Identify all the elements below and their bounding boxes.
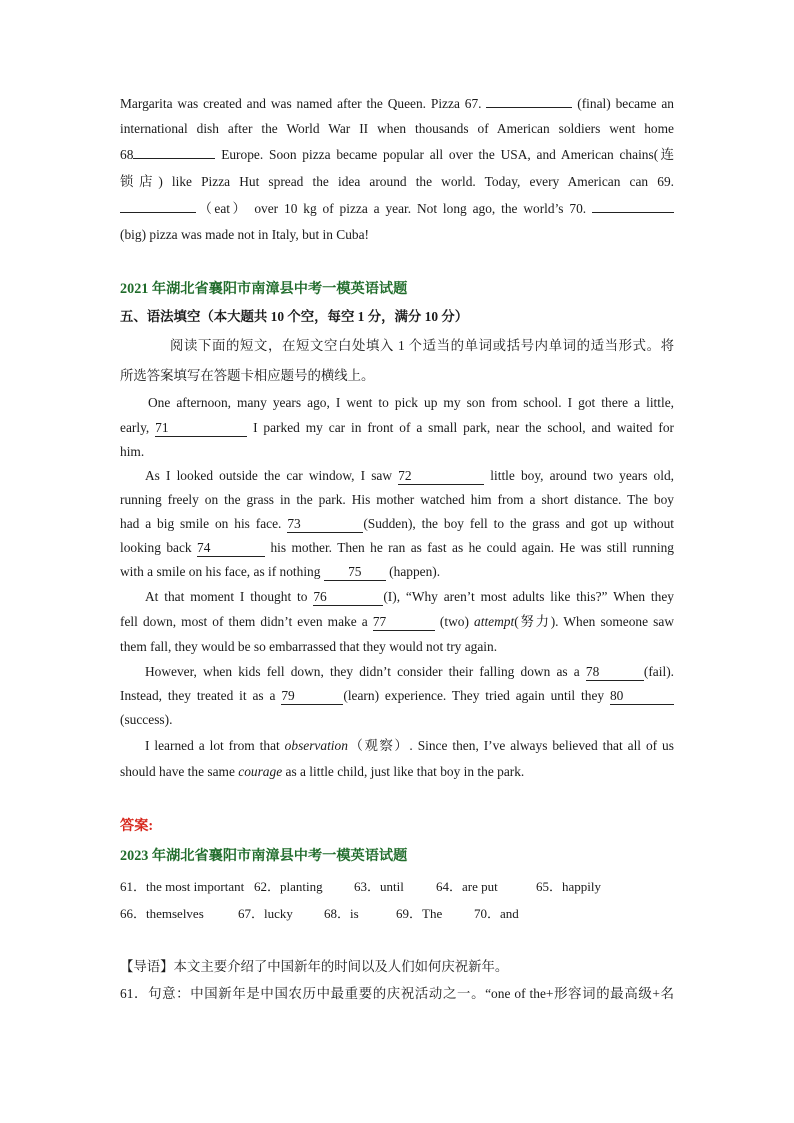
passage-line-3: 68 Europe. Soon pizza became popular all over the USA, and American chains(连 [120, 147, 674, 162]
section-heading: 五、语法填空（本大题共 10 个空，每空 1 分，满分 10 分） [120, 309, 469, 324]
answer-row-1 [120, 877, 601, 897]
blank-74: 74 [197, 539, 265, 557]
blank-69 [120, 212, 196, 213]
blank-71: 71 [155, 419, 247, 437]
blank-78: 78 [586, 663, 644, 681]
answer-label: 答案: [120, 818, 154, 834]
blank-73: 73 [287, 515, 363, 533]
answer-63: 63．until [354, 879, 404, 894]
answer-69: 69．The [396, 906, 443, 921]
p1-line-1: One afternoon, many years ago, I went to pick up my son from school. I got there a little, [148, 395, 674, 410]
passage-line-1: Margarita was created and was named after the Queen. Pizza 67. (final) became an [120, 96, 674, 111]
blank-72: 72 [398, 467, 484, 485]
blank-77: 77 [373, 613, 435, 631]
p2-line-4: looking back 74 his mother. Then he ran as fast as he could again. He was still running [120, 540, 674, 555]
blank-67 [486, 107, 572, 108]
p1-line-3: him. [120, 444, 145, 459]
answer-70: 70．and [474, 906, 519, 921]
p4-line-2: Instead, they treated it as a 79 (learn) experience. They tried again until they 80 [120, 686, 674, 706]
p3-line-3: them fall, they would be so embarrassed that they would not try again. [120, 639, 498, 654]
blank-76: 76 [313, 588, 383, 606]
passage-line-2: international dish after the World War II when thousands of American soldiers went home [120, 121, 674, 136]
answer-64: 64．are put [436, 879, 498, 894]
p2-line-2: running freely on the grass in the park. His mother watched him from a short distance. The boy [120, 492, 674, 507]
answer-68: 68．is [324, 906, 359, 921]
passage-line-4: 锁店) like Pizza Hut spread the idea around the world. Today, every American can 69. [120, 174, 674, 189]
p3-line-2: fell down, most of them didn’t even make a 77 (two) attempt(努力). When someone saw [120, 614, 674, 629]
answer-65: 65．happily [536, 879, 601, 894]
blank-75: 75 [324, 563, 386, 581]
guide-text: 【导语】本文主要介绍了中国新年的时间以及人们如何庆祝新年。 [120, 959, 509, 974]
instructions-line-1: 阅读下面的短文，在短文空白处填入 1 个适当的单词或括号内单词的适当形式。将 [170, 338, 674, 353]
answer-section-title: 2023 年湖北省襄阳市南漳县中考一模英语试题 [120, 848, 408, 864]
passage-line-5: （eat） over 10 kg of pizza a year. Not long ago, the world’s 70. [120, 199, 674, 219]
blank-80: 80 [610, 687, 674, 705]
instructions-line-2: 所选答案填写在答题卡相应题号的横线上。 [120, 368, 375, 383]
p2-line-3: had a big smile on his face. 73 (Sudden), the boy fell to the grass and got up without [120, 516, 674, 531]
answer-61: 61．the most important [120, 879, 245, 894]
p2-line-1: As I looked outside the car window, I saw 72 little boy, around two years old, [145, 468, 674, 483]
note-61: 61．句意：中国新年是中国农历中最重要的庆祝活动之一。“one of the+形容词的最高级+名 [120, 986, 674, 1001]
p3-line-1: At that moment I thought to 76 (I), “Why aren’t most adults like this?” When they [145, 589, 674, 604]
p2-line-5: with a smile on his face, as if nothing 75 (happen). [120, 564, 441, 579]
answer-row-2 [120, 904, 519, 924]
answer-62: 62．planting [254, 879, 323, 894]
answer-67: 67．lucky [238, 906, 293, 921]
blank-79: 79 [281, 687, 343, 705]
blank-68 [133, 158, 215, 159]
answer-66: 66．themselves [120, 906, 204, 921]
p5-line-1: I learned a lot from that observation（观察）. Since then, I’ve always believed that all of us [145, 738, 674, 753]
p4-line-3: (success). [120, 712, 173, 727]
blank-70 [592, 212, 674, 213]
passage-line-6: (big) pizza was made not in Italy, but in Cuba! [120, 227, 370, 242]
p5-line-2: should have the same courage as a little child, just like that boy in the park. [120, 764, 525, 779]
p4-line-1: However, when kids fell down, they didn’t consider their falling down as a 78 (fail). [145, 664, 674, 679]
p1-line-2: early, 71 I parked my car in front of a small park, near the school, and waited for [120, 420, 674, 435]
section-title-2021: 2021 年湖北省襄阳市南漳县中考一模英语试题 [120, 281, 408, 297]
